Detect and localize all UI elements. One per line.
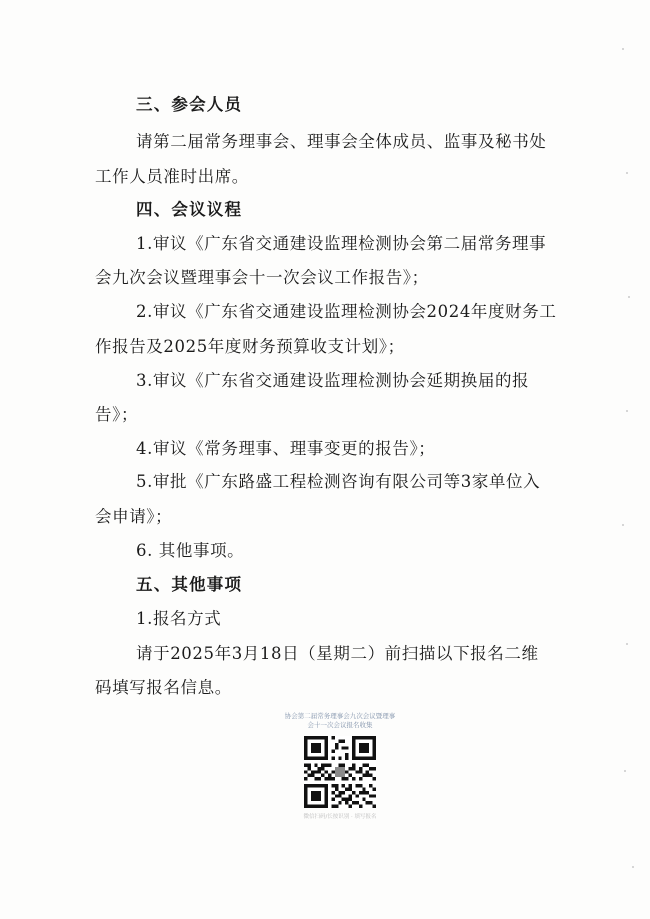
qr-footer-text: 微信扫码/长按识别 · 填写报名 — [303, 814, 377, 820]
section-heading-agenda: 四、会议议程 — [136, 200, 243, 219]
scan-speck — [628, 296, 630, 298]
agenda-item-1: 1.审议《广东省交通建设监理检测协会第二届常务理事 — [136, 234, 547, 253]
section-heading-other: 五、其他事项 — [136, 575, 243, 594]
agenda-item-3: 3.审议《广东省交通建设监理检测协会延期换届的报 — [136, 371, 530, 390]
scan-speck — [624, 770, 626, 772]
registration-instruction: 请于2025年3月18日（星期二）前扫描以下报名二维 — [136, 644, 539, 663]
qr-caption-line1: 协会第二届常务理事会九次会议暨理事 — [284, 712, 396, 720]
agenda-item-4: 4.审议《常务理事、理事变更的报告》； — [136, 439, 436, 458]
qr-code-block — [280, 712, 400, 820]
agenda-item-2: 2.审议《广东省交通建设监理检测协会2024年度财务工 — [136, 302, 557, 321]
scan-speck — [632, 866, 634, 868]
scan-speck — [626, 172, 628, 174]
agenda-item-5-cont: 会申请》； — [95, 507, 173, 526]
agenda-item-2-cont: 作报告及2025年度财务预算收支计划》； — [95, 337, 405, 356]
qr-code[interactable] — [304, 736, 376, 808]
section-heading-attendees: 三、参会人员 — [136, 95, 243, 114]
qr-code-icon — [304, 736, 376, 808]
registration-method: 1.报名方式 — [136, 609, 222, 628]
paragraph-line: 工作人员准时出席。 — [95, 167, 249, 186]
scan-speck — [626, 643, 628, 645]
agenda-item-1-cont: 会九次会议暨理事会十一次会议工作报告》； — [95, 268, 429, 287]
scan-speck — [626, 410, 628, 412]
agenda-item-3-cont: 告》； — [95, 405, 139, 424]
scan-speck — [622, 48, 624, 50]
paragraph-line: 请第二届常务理事会、理事会全体成员、监事及秘书处 — [136, 132, 547, 151]
agenda-item-6: 6. 其他事项。 — [136, 541, 245, 560]
scan-speck — [622, 524, 624, 526]
registration-instruction-cont: 码填写报名信息。 — [95, 678, 232, 697]
qr-caption-line2: 会十一次会议报名收集 — [307, 721, 373, 729]
agenda-item-5: 5.审批《广东路盛工程检测咨询有限公司等3家单位入 — [136, 472, 541, 491]
